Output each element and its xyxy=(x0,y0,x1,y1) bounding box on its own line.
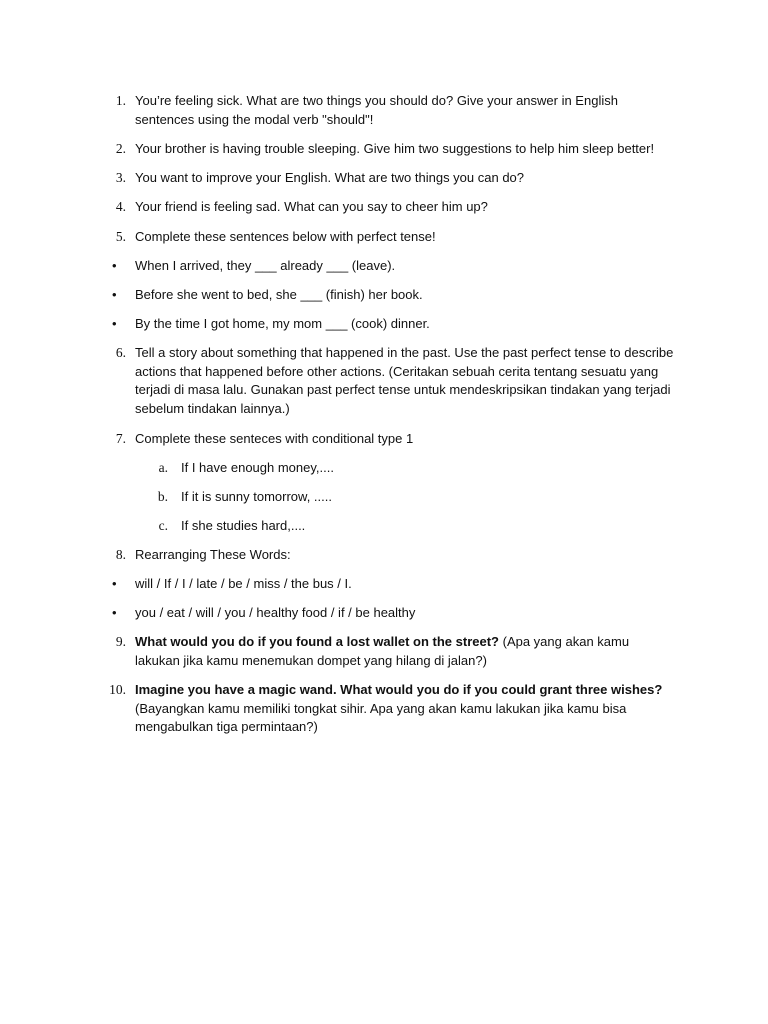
question-number: 10. xyxy=(109,682,126,697)
question-number: 5. xyxy=(115,229,126,244)
question-number: 8. xyxy=(115,547,126,562)
question-translation-text: (Apa yang akan kamu lakukan jika kamu menemukan dompet yang hilang di jalan?) xyxy=(135,634,630,668)
question-number: 2. xyxy=(115,141,126,156)
question-text xyxy=(135,633,675,670)
question-bold-text: Imagine you have a magic wand. What would you do if you could grant three wishes? xyxy=(135,682,663,697)
question-number: 7. xyxy=(115,431,126,446)
bullet-text: you / eat / will / you / healthy food / if / be healthy xyxy=(135,605,416,620)
question-bold-text: What would you do if you found a lost wallet on the street? xyxy=(135,634,499,649)
sub-item-letter: b. xyxy=(157,489,168,504)
bullet-icon: • xyxy=(112,605,117,620)
question-number: 4. xyxy=(115,199,126,214)
bullet-icon: • xyxy=(112,316,117,331)
sub-item-text: If it is sunny tomorrow, ..... xyxy=(181,489,332,504)
bullet-icon: • xyxy=(112,258,117,273)
bullet-icon: • xyxy=(112,287,117,302)
question-number: 1. xyxy=(115,93,126,108)
question-number: 9. xyxy=(115,634,126,649)
sub-item-letter: a. xyxy=(158,460,168,475)
bullet-text: will / If / I / late / be / miss / the bus / I. xyxy=(135,576,352,591)
question-text: Rearranging These Words: xyxy=(135,547,291,562)
bullet-text: By the time I got home, my mom ___ (cook) dinner. xyxy=(135,316,430,331)
sub-item-letter: c. xyxy=(158,518,168,533)
question-text: You’re feeling sick. What are two things you should do? Give your answer in English sentences using the modal verb "should"! xyxy=(135,93,618,127)
bullet-text: When I arrived, they ___ already ___ (leave). xyxy=(135,258,396,273)
question-number: 3. xyxy=(115,170,126,185)
question-text: Your brother is having trouble sleeping. Give him two suggestions to help him sleep better! xyxy=(135,141,655,156)
question-text: Tell a story about something that happened in the past. Use the past perfect tense to describe actions that happened before other actions. (Ceritakan sebuah cerita tentang sesuatu yang terjadi di masa lalu. Gunakan past perfect tense untuk mendeskripsikan tindakan yang terjadi sebelum tindakan lainnya.) xyxy=(135,345,674,416)
bullet-text: Before she went to bed, she ___ (finish) her book. xyxy=(135,287,423,302)
question-text: Your friend is feeling sad. What can you say to cheer him up? xyxy=(135,199,488,214)
question-number: 6. xyxy=(115,345,126,360)
question-text xyxy=(135,681,675,737)
question-text: Complete these senteces with conditional type 1 xyxy=(135,431,414,446)
sub-item-text: If I have enough money,.... xyxy=(181,460,334,475)
question-translation-text: (Bayangkan kamu memiliki tongkat sihir. Apa yang akan kamu lakukan jika kamu bisa mengabulkan tiga permintaan?) xyxy=(135,700,627,734)
bullet-icon: • xyxy=(112,576,117,591)
question-text: Complete these sentences below with perfect tense! xyxy=(135,229,436,244)
question-text: You want to improve your English. What are two things you can do? xyxy=(135,170,525,185)
sub-item-text: If she studies hard,.... xyxy=(181,518,306,533)
